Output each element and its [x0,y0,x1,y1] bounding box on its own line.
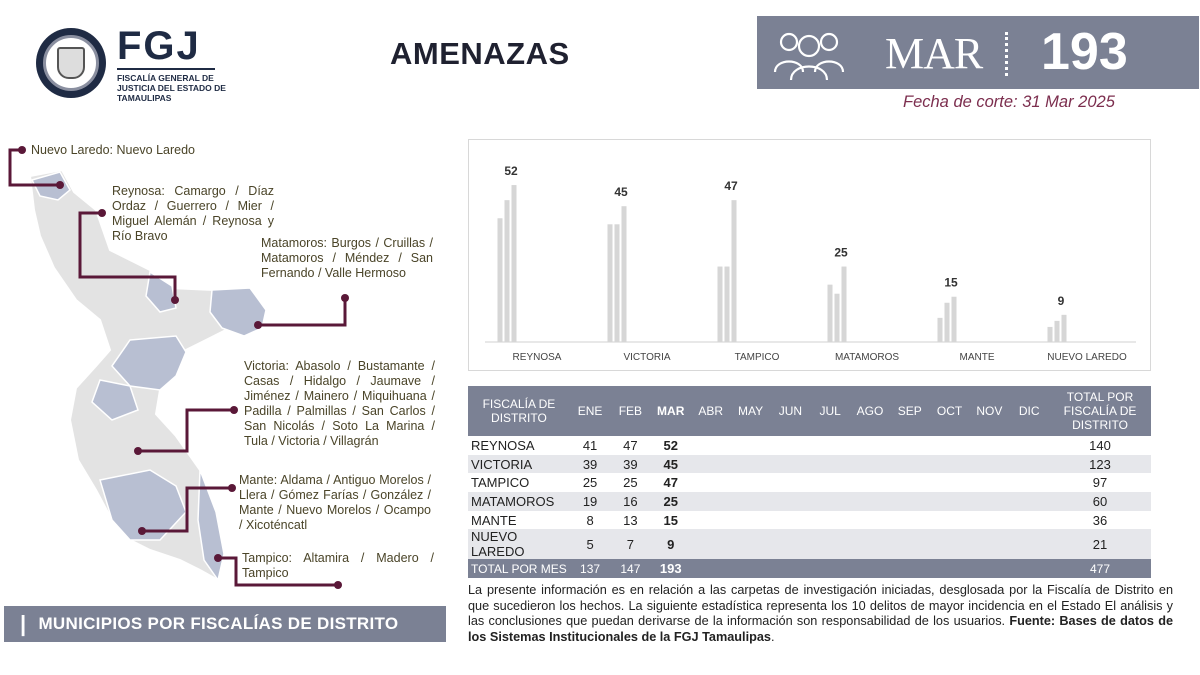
bar-chart [469,140,1152,372]
table-row [468,492,1151,511]
cell-month-value [850,455,890,474]
bar-nuevo-laredo-feb [1055,321,1060,342]
bar-tampico-ene [718,267,723,342]
cell-month-value: 7 [610,529,650,559]
bar-mante-feb [945,303,950,342]
cell-month-value [770,473,810,492]
cell-district-total: 60 [1049,492,1151,511]
cell-month-value [930,473,970,492]
cell-month-value [850,492,890,511]
table-header-row [468,386,1151,436]
marker-victoria [134,447,142,455]
x-tick-label: REYNOSA [512,352,562,363]
header-month-ago: AGO [850,386,890,436]
brand-subtitle: FISCALÍA GENERAL DE JUSTICIA DEL ESTADO DE TAMAULIPAS [117,73,226,103]
cell-month-value [930,492,970,511]
cell-month-value [731,511,771,530]
bar-victoria-mar [622,206,627,342]
cell-month-value [930,455,970,474]
cell-month-value [1009,455,1049,474]
marker-mante [138,527,146,535]
cell-month-value [969,473,1009,492]
table-row [468,436,1151,455]
table-row [468,511,1151,530]
x-tick-label: VICTORIA [623,352,671,363]
cell-month-value [810,559,850,578]
bar-mante-ene [938,318,943,342]
cell-month-value [1009,436,1049,455]
cell-month-value [810,511,850,530]
current-month-total: 193 [1041,23,1128,81]
cell-month-value [890,559,930,578]
header-month-feb: FEB [610,386,650,436]
cell-district-total: 140 [1089,437,1111,453]
cell-month-value [810,436,850,455]
cell-month-value [691,511,731,530]
cell-month-value: 52 [663,437,678,453]
marker-reynosa-end [98,209,106,217]
cell-month-value [969,529,1009,559]
cell-month-value: 9 [651,529,691,559]
brand-name: FGJ [117,24,201,68]
cell-month-value: 13 [623,512,638,528]
cell-month-value [731,455,771,474]
marker-reynosa [171,296,179,304]
cell-month-value [1009,529,1049,559]
cell-month-value [731,436,771,455]
data-label: 25 [834,245,848,260]
cell-month-value [1009,473,1049,492]
cell-district-name: TOTAL POR MES [468,559,570,578]
map-footer-band [4,606,446,642]
cell-month-value: 39 [610,455,650,474]
cell-month-value [691,559,731,578]
header-month-oct: OCT [930,386,970,436]
cell-district-name: VICTORIA [468,455,570,474]
cell-month-value: 45 [651,455,691,474]
fgj-seal-logo [36,28,106,98]
cell-month-value [890,511,930,530]
cell-month-value [770,436,810,455]
table-row [468,473,1151,492]
cell-month-value [930,436,970,455]
bar-nuevo-laredo-ene [1048,327,1053,342]
cell-month-value: 47 [623,437,638,453]
cell-district-name: MANTE [471,512,517,528]
cell-month-value: 147 [610,559,650,578]
cell-district-total: 477 [1049,559,1151,578]
cell-district-name: REYNOSA [471,437,535,453]
footer-bar-mark: | [20,611,27,636]
cell-district-name: MATAMOROS [468,492,570,511]
marker-tampico [334,581,342,589]
x-tick-label: TAMPICO [734,352,780,363]
table-row [468,455,1151,474]
disclaimer-note [468,583,1173,645]
header-month-jun: JUN [770,386,810,436]
cell-month-value: 137 [570,559,610,578]
brand-divider [117,68,215,70]
note-end: . [770,629,775,644]
marker-victoria-end [230,406,238,414]
header-month-sep: SEP [890,386,930,436]
x-tick-label: MANTE [959,352,995,363]
cell-month-value: 8 [586,512,594,528]
cell-month-value [731,559,771,578]
cell-month-value [969,455,1009,474]
cell-month-value [810,455,850,474]
cell-month-value [890,436,930,455]
cell-month-value: 15 [663,512,678,528]
cell-month-value [850,473,890,492]
cell-month-value [691,436,731,455]
data-label: 52 [504,164,518,179]
bar-matamoros-ene [828,285,833,342]
cell-month-value [691,473,731,492]
region-label-nuevo-laredo: Nuevo Laredo: Nuevo Laredo [31,143,196,157]
cell-month-value [770,559,810,578]
cutoff-date: Fecha de corte: 31 Mar 2025 [903,93,1115,111]
cell-month-value [930,529,970,559]
cell-month-value [731,473,771,492]
note-source: Fuente: Bases de datos de los Sistemas Institucionales de la FGJ Tamaulipas [468,614,1174,644]
bar-matamoros-mar [842,267,847,342]
cell-month-value [890,529,930,559]
cell-month-value [770,455,810,474]
bar-reynosa-mar [512,185,517,342]
connector-matamoros [258,298,345,325]
cell-month-value [770,511,810,530]
cell-month-value: 5 [570,529,610,559]
region-label-matamoros: Matamoros: Burgos / Cruillas / Matamoros / Méndez / San Fernando / Valle Hermoso [261,236,433,280]
cell-month-value [1009,559,1049,578]
table-total-row [468,559,1151,578]
brand [117,26,227,103]
cell-month-value [1009,511,1049,530]
cell-month-value [1009,492,1049,511]
bar-reynosa-ene [498,218,503,342]
cell-month-value: 25 [623,475,638,491]
cell-month-value [850,559,890,578]
cell-month-value [691,455,731,474]
cell-month-value [731,529,771,559]
cell-month-value: 47 [663,475,678,491]
header-month-jul: JUL [810,386,850,436]
bar-victoria-ene [608,224,613,342]
region-label-victoria: Victoria: Abasolo / Bustamante / Casas / Hidalgo / Jaumave / Jiménez / Mainero / Miquihuana / Padilla / Palmillas / San Carlos / San Nicolás / Soto La Marina / Tula / Victoria / Villagrán [244,359,435,448]
bar-reynosa-feb [505,200,510,342]
table-row [468,529,1151,559]
marker-nuevo-laredo [56,181,64,189]
cell-month-value: 39 [570,455,610,474]
marker-tampico-end [214,554,222,562]
cell-district-total: 36 [1092,512,1108,528]
header-month-ene: ENE [570,386,610,436]
marker-matamoros-end [341,294,349,302]
stats-table [468,386,1151,578]
bar-victoria-feb [615,224,620,342]
cell-district-total: 21 [1049,529,1151,559]
data-label: 9 [1057,293,1065,308]
data-label: 45 [614,185,628,200]
cell-month-value [691,529,731,559]
cell-month-value [969,511,1009,530]
region-label-tampico: Tampico: Altamira / Madero / Tampico [242,551,434,580]
data-label: 47 [724,179,738,194]
header-total: TOTAL POR FISCALÍA DE DISTRITO [1049,386,1151,436]
cell-month-value [969,559,1009,578]
cell-month-value [890,455,930,474]
page-title: AMENAZAS [390,36,570,71]
x-tick-label: MATAMOROS [834,352,900,363]
cell-month-value [810,529,850,559]
cell-month-value: 19 [570,492,610,511]
cell-month-value [930,511,970,530]
header-month-nov: NOV [969,386,1009,436]
banner-separator [1005,32,1008,76]
bar-nuevo-laredo-mar [1062,315,1067,342]
cell-month-value [850,436,890,455]
cell-month-value [890,473,930,492]
bar-mante-mar [952,297,957,342]
cell-month-value [810,492,850,511]
region-label-mante: Mante: Aldama / Antiguo Morelos / Llera / Gómez Farías / González / Mante / Nuevo Morelos / Ocampo / Xicoténcatl [239,473,431,532]
cell-month-value [850,511,890,530]
header-month-dic: DIC [1009,386,1049,436]
people-group-icon [771,24,847,82]
header-month-abr: ABR [691,386,731,436]
cell-month-value [890,492,930,511]
month-summary-banner [757,16,1199,89]
cell-month-value [810,473,850,492]
marker-matamoros [254,321,262,329]
shield-icon [57,47,85,79]
cell-month-value [770,492,810,511]
bar-tampico-mar [732,200,737,342]
cell-district-total: 123 [1049,455,1151,474]
cell-district-name: TAMPICO [471,475,530,491]
cell-month-value [930,559,970,578]
header-month-may: MAY [731,386,771,436]
cell-district-total: 97 [1092,475,1108,491]
marker-mante-end [228,484,236,492]
region-label-reynosa: Reynosa: Camargo / Díaz Ordaz / Guerrero / Mier / Miguel Alemán / Reynosa y Río Bravo [112,184,274,243]
cell-month-value: 16 [610,492,650,511]
current-month: MAR [885,29,983,78]
cell-month-value [731,492,771,511]
cell-month-value [691,492,731,511]
header-month-mar: MAR [651,386,691,436]
cell-month-value: 41 [582,437,598,453]
map-footer-label: MUNICIPIOS POR FISCALÍAS DE DISTRITO [38,614,399,633]
cell-month-value [969,436,1009,455]
bar-tampico-feb [725,267,730,342]
cell-month-value [770,529,810,559]
cell-month-value: 25 [582,475,598,491]
cell-district-name: NUEVO LAREDO [468,529,570,559]
cell-month-value [969,492,1009,511]
note-text: La presente información es en relación a las carpetas de investigación iniciadas, desglosada por la Fiscalía de Distrito en que sucedieron los hechos. La siguiente estadística representa los 10 delitos de mayor incidencia en el Estado El análisis y las conclusiones que puedan derivarse de la información son responsabilidad de los usuarios. [468,583,1173,628]
cell-month-value [850,529,890,559]
chart-panel [468,139,1151,371]
data-label: 15 [944,275,958,290]
header-district: FISCALÍA DE DISTRITO [468,386,570,436]
marker-nuevo-laredo-end [18,146,26,154]
cell-month-value: 25 [651,492,691,511]
cell-month-value: 193 [651,559,691,578]
bar-matamoros-feb [835,294,840,342]
x-tick-label: NUEVO LAREDO [1047,352,1127,363]
